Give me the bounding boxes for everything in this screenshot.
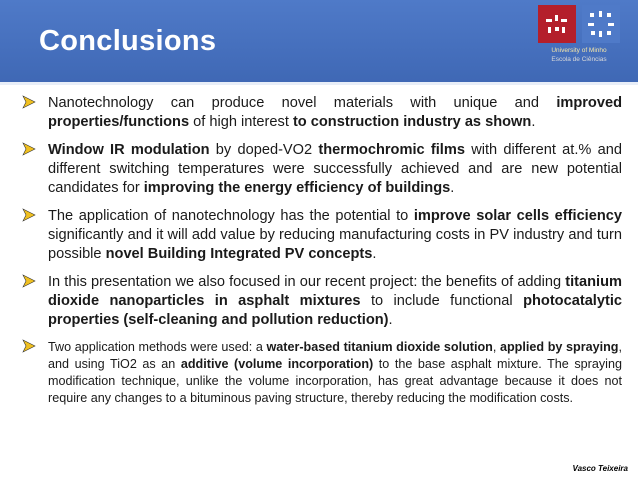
- university-logo: [538, 5, 620, 67]
- bullet-text: Nanotechnology can produce novel materials with unique and: [48, 95, 557, 111]
- bullet-text: to the base asphalt mixture. The spraying modification technique, unlike the volume incorporation, has great advantage because it does not require any changes to a bituminous paving structure, thereby reducing the modification costs.: [48, 357, 622, 405]
- bullet-text: .: [450, 180, 455, 196]
- header-divider: [0, 82, 638, 85]
- author-footer: Vasco Teixeira: [572, 464, 628, 473]
- school-logo-icon: [582, 5, 620, 43]
- bullet-text: with different at.% and different switching temperatures were successfully achieved and are new potential candidates for: [48, 142, 622, 196]
- arrow-bullet-icon: [22, 95, 36, 109]
- bullet-text: , and using TiO2 as an: [48, 340, 623, 371]
- bullet-text-bold: Window IR modulation: [48, 142, 210, 158]
- bullet-text-bold: photocatalytic properties (self-cleaning and pollution reduction): [48, 293, 623, 328]
- bullet-text: .: [388, 312, 393, 328]
- list-item: [22, 207, 622, 264]
- logo-text-school: Escola de Ciências: [551, 56, 607, 63]
- bullet-text: significantly and it will add value by reducing manufacturing costs in PV industry and turn possible: [48, 227, 622, 262]
- page-title: Conclusions: [39, 25, 217, 57]
- logo-red-block: [538, 5, 576, 43]
- list-item: [22, 94, 622, 132]
- logo-text-university: University of Minho: [551, 47, 607, 54]
- bullet-text-bold: improve solar cells efficiency: [413, 208, 622, 224]
- list-item: [22, 273, 622, 330]
- university-logo-icon: [538, 5, 576, 43]
- list-item: [22, 141, 622, 198]
- bullet-text: Two application methods were used: a: [48, 340, 267, 354]
- bullet-text: In this presentation we also focused in our recent project: the benefits of adding: [48, 274, 566, 290]
- bullet-text: to include functional: [360, 293, 524, 309]
- arrow-bullet-icon: [22, 274, 36, 288]
- bullet-text: of high interest: [189, 114, 293, 130]
- bullet-text-bold: novel Building Integrated PV concepts: [105, 246, 373, 262]
- arrow-bullet-icon: [22, 142, 36, 156]
- bullet-text: ,: [492, 340, 500, 354]
- bullet-text-bold: additive (volume incorporation): [180, 357, 374, 371]
- bullet-text: by doped-VO2: [209, 142, 319, 158]
- list-item: [22, 339, 622, 407]
- bullet-list: [22, 94, 622, 416]
- bullet-text-bold: applied by spraying: [499, 340, 619, 354]
- bullet-text: .: [372, 246, 377, 262]
- logo-blue-block: [582, 5, 620, 43]
- bullet-text-bold: improved properties/functions: [48, 95, 622, 130]
- arrow-bullet-icon: [22, 339, 36, 353]
- bullet-text-bold: to construction industry as shown: [292, 114, 532, 130]
- bullet-text-bold: thermochromic films: [318, 142, 465, 158]
- bullet-text-bold: titanium dioxide nanoparticles in asphalt mixtures: [48, 274, 622, 309]
- arrow-bullet-icon: [22, 208, 36, 222]
- bullet-text-bold: water-based titanium dioxide solution: [266, 340, 493, 354]
- bullet-text-bold: improving the energy efficiency of buildings: [143, 180, 451, 196]
- bullet-text: .: [531, 114, 536, 130]
- bullet-text: The application of nanotechnology has the potential to: [48, 208, 414, 224]
